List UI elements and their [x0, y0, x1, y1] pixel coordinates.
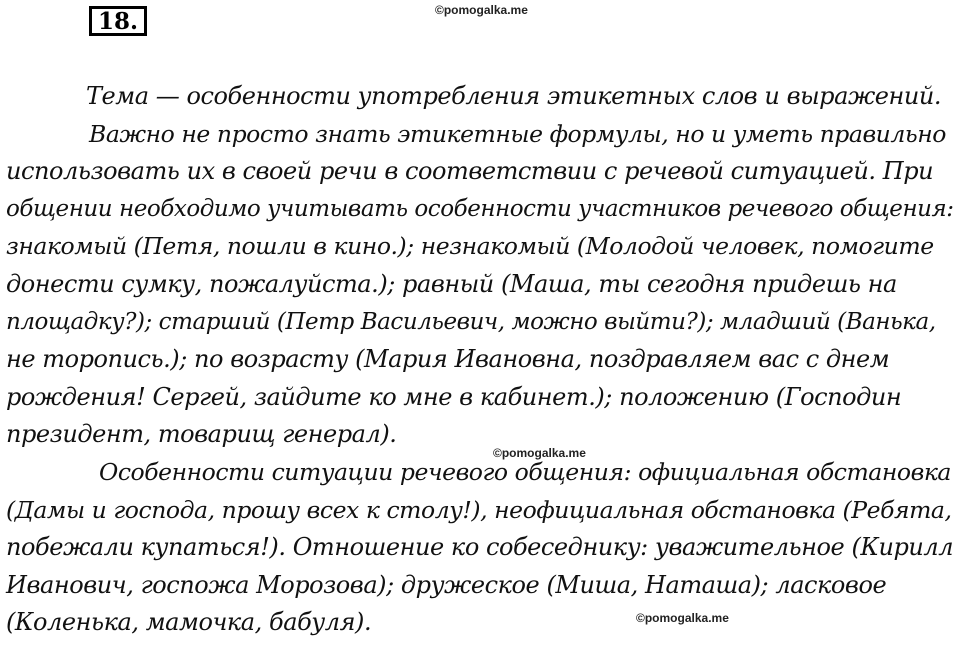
- text-line: [6, 304, 954, 342]
- text-line: [6, 116, 954, 154]
- text-line: [6, 228, 954, 266]
- text-line: [6, 454, 954, 492]
- text-line-content: донести сумку, пожалуйста.); равный (Маша, ты сегодня придешь на: [6, 269, 897, 298]
- text-line-content: (Коленька, мамочка, бабуля).: [6, 608, 372, 637]
- text-line-content: знакомый (Петя, пошли в кино.); незнакомый (Молодой человек, помогите: [6, 232, 934, 261]
- watermark-middle: ©pomogalka.me: [493, 446, 586, 460]
- answer-text: [6, 78, 954, 642]
- text-line-content: президент, товарищ генерал).: [6, 420, 397, 449]
- watermark-top: ©pomogalka.me: [435, 3, 528, 17]
- exercise-number: 18.: [89, 6, 147, 36]
- text-line: [6, 341, 954, 379]
- text-line-content: Особенности ситуации речевого общения: официальная обстановка: [99, 457, 951, 486]
- text-line-content: площадку?); старший (Петр Васильевич, можно выйти?); младший (Ванька,: [6, 308, 936, 335]
- text-line-content: Тема — особенности употребления этикетных слов и выражений.: [86, 82, 942, 110]
- text-line: [6, 379, 954, 417]
- text-line: [6, 266, 954, 304]
- text-line: [6, 78, 954, 116]
- text-line-content: общении необходимо учитывать особенности участников речевого общения:: [6, 195, 954, 222]
- text-line-content: рождения! Сергей, зайдите ко мне в кабинет.); положению (Господин: [6, 382, 902, 411]
- text-line: [6, 529, 954, 567]
- text-line-content: Иванович, госпожа Морозова); дружеское (Миша, Наташа); ласковое: [6, 570, 887, 599]
- text-line: [6, 191, 954, 229]
- text-line-content: (Дамы и господа, прошу всех к столу!), неофициальная обстановка (Ребята,: [6, 495, 952, 524]
- text-line: [6, 492, 954, 530]
- text-line: [6, 567, 954, 605]
- text-line-content: побежали купаться!). Отношение ко собеседнику: уважительное (Кирилл: [6, 533, 954, 562]
- text-line: [6, 416, 954, 454]
- watermark-bottom: ©pomogalka.me: [636, 611, 729, 625]
- text-line: [6, 153, 954, 191]
- text-line-content: Важно не просто знать этикетные формулы, но и уметь правильно: [89, 119, 946, 148]
- text-line: [6, 604, 954, 642]
- text-line-content: не торопись.); по возрасту (Мария Ивановна, поздравляем вас с днем: [6, 345, 890, 374]
- text-line-content: использовать их в своей речи в соответствии с речевой ситуацией. При: [6, 157, 934, 186]
